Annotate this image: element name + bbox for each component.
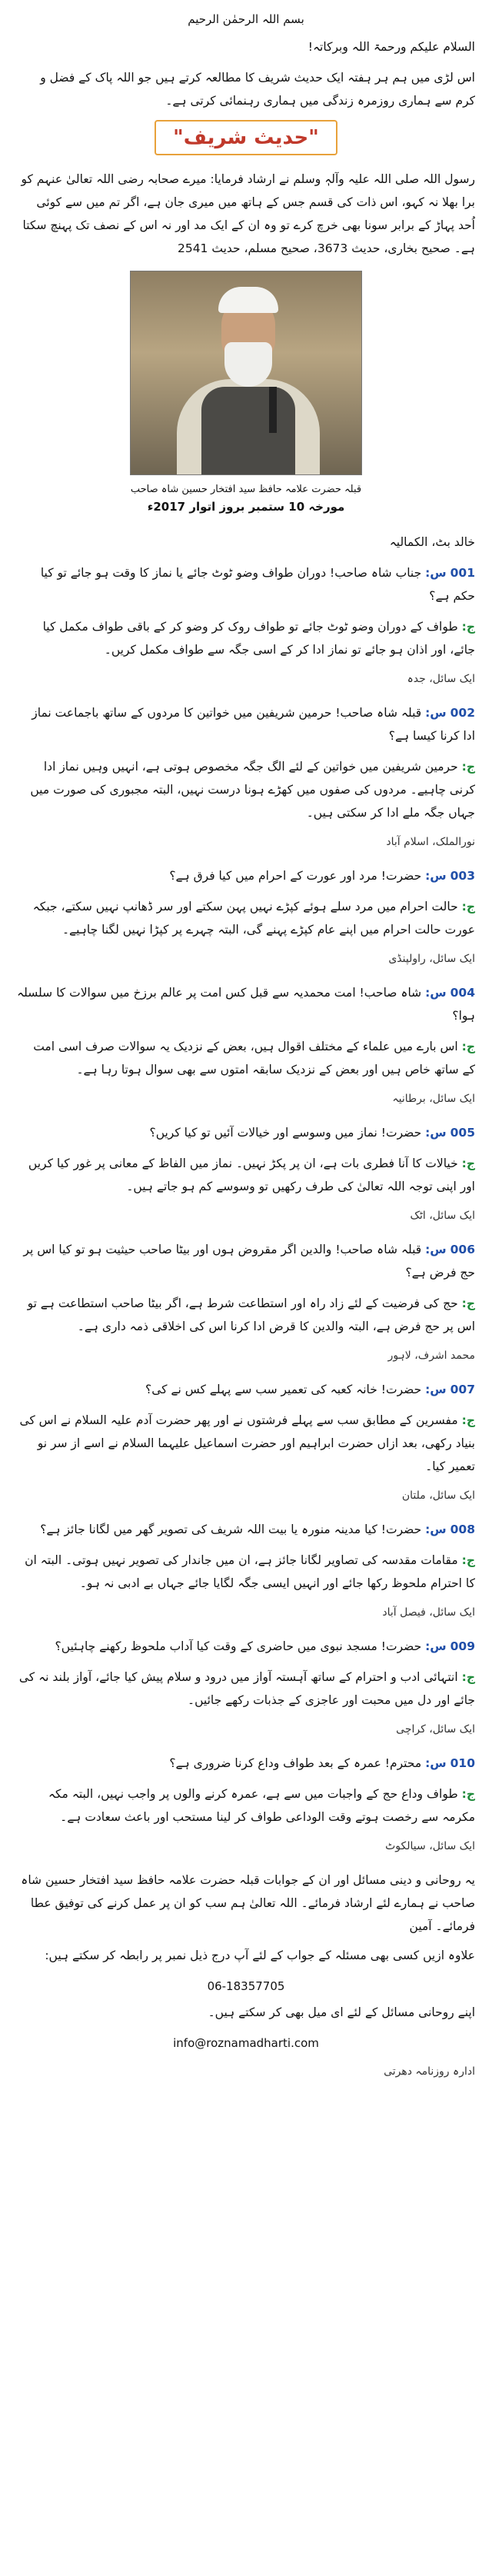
- qa-answer: [17, 1782, 475, 1829]
- qa-number: 010: [450, 1756, 475, 1770]
- qa-answer-text: مفسرین کے مطابق سب سے پہلے فرشتوں نے اور پھر حضرت آدم علیہ السلام نے اس کی بنیاد رکھی، بعد ازاں حضرت ابراہیم اور حضرت اسماعیل علیہما السلام نے اسے از سر نو تعمیر کیا۔: [19, 1413, 475, 1473]
- qa-asker: ایک سائل، اٹک: [410, 1210, 475, 1222]
- qa-answer-text: حرمین شریفین میں خواتین کے لئے الگ جگہ مخصوص ہوتی ہے، انہیں وہیں نماز ادا کرنی چاہیے۔ مردوں کی صفوں میں کھڑے ہونا درست نہیں، البتہ مجبوری کی صورت میں جہاں جگہ ملے ادا کر سکتی ہیں۔: [30, 760, 475, 820]
- qa-item: [17, 1635, 475, 1739]
- photo-caption: قبلہ حضرت علامہ حافظ سید افتخار حسین شاہ صاحب: [130, 484, 362, 495]
- qa-question: [17, 561, 475, 607]
- qa-question-label: س:: [425, 986, 447, 1000]
- photo-vest-shape: [201, 387, 295, 475]
- salutation: خالد بٹ، الکمالیہ: [389, 535, 475, 549]
- qa-answer: [17, 615, 475, 661]
- qa-item: [17, 1238, 475, 1366]
- email-note: اپنے روحانی مسائل کے لئے ای میل بھی کر سکتے ہیں۔: [208, 2005, 475, 2019]
- qa-question: [17, 1518, 475, 1541]
- qa-number: 006: [450, 1243, 475, 1256]
- qa-asker: ایک سائل، کراچی: [396, 1723, 475, 1736]
- qa-item: [17, 1518, 475, 1622]
- qa-number: 004: [450, 986, 475, 1000]
- contact-intro: علاوہ ازیں کسی بھی مسئلہ کے جواب کے لئے آپ درج ذیل نمبر پر رابطہ کر سکتے ہیں:: [45, 1949, 475, 1962]
- qa-answer-text: خیالات کا آنا فطری بات ہے، ان پر پکڑ نہیں۔ نماز میں الفاظ کے معانی پر غور کیا کریں اور اپنی توجہ اللہ تعالیٰ کی طرف رکھیں تو وسوسے کم ہو جاتے ہیں۔: [28, 1157, 475, 1193]
- qa-asker: ایک سائل، ملتان: [401, 1489, 475, 1502]
- qa-question-label: س:: [425, 1639, 447, 1653]
- qa-item: [17, 864, 475, 969]
- qa-asker: ایک سائل، سیالکوٹ: [385, 1840, 475, 1852]
- qa-asker: ایک سائل، فیصل آباد: [382, 1606, 475, 1619]
- qa-answer-text: اس بارے میں علماء کے مختلف اقوال ہیں، بعض کے نزدیک یہ سوالات صرف اسی امت کے ساتھ خاص ہیں اور بعض کے نزدیک سابقہ امتوں سے بھی سوال ہوتا رہا ہے۔: [33, 1040, 475, 1077]
- qa-number: 005: [450, 1126, 475, 1140]
- qa-answer-text: حالت احرام میں مرد سلے ہوئے کپڑے نہیں پہن سکتے اور سر ڈھانپ نہیں سکتے، جبکہ عورت حالت احرام میں اپنے عام کپڑے پہنے گی، البتہ چہرے پر کپڑا نہیں لگنا چاہیے۔: [32, 900, 475, 937]
- qa-number: 007: [450, 1383, 475, 1396]
- qa-question-label: س:: [425, 706, 447, 720]
- qa-item: [17, 561, 475, 689]
- qa-answer: [17, 1035, 475, 1081]
- scholar-photo: [130, 271, 362, 475]
- qa-question: [17, 1752, 475, 1775]
- qa-answer-label: ج:: [461, 1553, 475, 1567]
- qa-number: 008: [450, 1523, 475, 1536]
- qa-number: 002: [450, 706, 475, 720]
- qa-item: [17, 981, 475, 1109]
- qa-question: [17, 1238, 475, 1284]
- qa-number: 009: [450, 1639, 475, 1653]
- qa-question-label: س:: [425, 1126, 447, 1140]
- qa-item: [17, 701, 475, 852]
- qa-answer-label: ج:: [461, 1157, 475, 1170]
- qa-question-text: قبلہ شاہ صاحب! والدین اگر مقروض ہوں اور بیٹا صاحب حیثیت ہو تو کیا اس پر حج فرض ہے؟: [23, 1243, 475, 1280]
- qa-answer-label: ج:: [461, 1040, 475, 1053]
- qa-question-label: س:: [425, 566, 447, 580]
- qa-answer-text: حج کی فرضیت کے لئے زاد راہ اور استطاعت شرط ہے، اگر بیٹا صاحب استطاعت ہے تو اس پر حج فرض ہے، البتہ والدین کا قرض ادا کرنا اس کی اخلاقی ذمہ داری ہے۔: [27, 1296, 475, 1333]
- qa-item: [17, 1121, 475, 1226]
- qa-answer-label: ج:: [461, 900, 475, 914]
- qa-answer: [17, 1409, 475, 1478]
- qa-question: [17, 981, 475, 1027]
- qa-question-text: شاہ صاحب! امت محمدیہ سے قبل کس امت پر عالم برزخ میں سوالات کا سلسلہ ہوا؟: [17, 986, 475, 1023]
- hadith-text: رسول اللہ صلی اللہ علیہ وآلہٖ وسلم نے ارشاد فرمایا: میرے صحابہ رضی اللہ تعالیٰ عنہم کو برا بھلا نہ کہو، اس ذات کی قسم جس کے ہاتھ میں میری جان ہے، اگر تم میں سے کوئی اُحد پہاڑ کے برابر سونا بھی خرچ کرے تو وہ ان کے ایک مد اور نہ اس کے نصف تک پہنچ سکتا ہے۔ صحیح بخاری، حدیث 3673، صحیح مسلم، حدیث 2541: [21, 172, 475, 255]
- qa-asker: ایک سائل، راولپنڈی: [388, 953, 475, 965]
- qa-list: [17, 561, 475, 1856]
- qa-answer: [17, 1152, 475, 1198]
- qa-number: 003: [450, 869, 475, 883]
- qa-question-text: جناب شاہ صاحب! دوران طواف وضو ٹوٹ جائے یا نماز کا وقت ہو جائے تو کیا حکم ہے؟: [40, 566, 475, 603]
- qa-answer-text: طواف وداع حج کے واجبات میں سے ہے، عمرہ کرنے والوں پر واجب نہیں، البتہ مکہ مکرمہ سے رخصت ہوتے وقت الوداعی طواف کر لینا مستحب اور باعث سعادت ہے۔: [48, 1787, 475, 1824]
- qa-item: [17, 1378, 475, 1506]
- qa-question-text: حضرت! مرد اور عورت کے احرام میں کیا فرق ہے؟: [169, 869, 422, 883]
- closing-text: یہ روحانی و دینی مسائل اور ان کے جوابات قبلہ حضرت علامہ حافظ سید افتخار حسین شاہ صاحب نے ہمارے لئے ارشاد فرمائے۔ اللہ تعالیٰ ہم سب کو ان پر عمل کرنے کی توفیق عطا فرمائے۔ آمین: [21, 1873, 475, 1933]
- qa-answer: [17, 1666, 475, 1712]
- qa-question: [17, 1635, 475, 1658]
- qa-answer: [17, 895, 475, 941]
- qa-asker: ایک سائل، جدہ: [407, 673, 475, 685]
- qa-question: [17, 1121, 475, 1144]
- qa-answer-text: انتہائی ادب و احترام کے ساتھ آہستہ آواز میں درود و سلام پیش کیا جائے، آواز بلند نہ کی جائے اور دل میں محبت اور عاجزی کے جذبات رکھے جائیں۔: [18, 1670, 475, 1707]
- page-title: "حدیث شریف": [155, 120, 337, 155]
- qa-answer-text: طواف کے دوران وضو ٹوٹ جائے تو طواف روک کر وضو کر کے باقی طواف مکمل کیا جائے، اور اذان ہو جائے تو نماز ادا کر کے اسی جگہ سے طواف مکمل کریں۔: [42, 620, 475, 657]
- bismillah: بسم اللہ الرحمٰن الرحیم: [188, 12, 304, 26]
- qa-answer-text: مقامات مقدسہ کی تصاویر لگانا جائز ہے، ان میں جاندار کی تصویر نہیں ہوتی۔ البتہ ان کا احترام ملحوظ رکھا جائے اور انہیں ایسی جگہ لگایا جائے جہاں بے ادبی نہ ہو۔: [25, 1553, 475, 1590]
- qa-answer-label: ج:: [461, 1413, 475, 1427]
- intro-text: اس لڑی میں ہم ہر ہفتہ ایک حدیث شریف کا مطالعہ کرتے ہیں جو اللہ پاک کے فضل و کرم سے ہماری روزمرہ زندگی میں ہماری رہنمائی کرتی ہے۔: [40, 71, 475, 108]
- qa-asker: محمد اشرف، لاہور: [387, 1350, 475, 1362]
- qa-asker: ایک سائل، برطانیہ: [392, 1093, 475, 1105]
- qa-number: 001: [450, 566, 475, 580]
- qa-answer-label: ج:: [461, 1670, 475, 1684]
- qa-answer: [17, 1292, 475, 1338]
- footer-publisher: ادارہ روزنامہ دھرتی: [384, 2065, 475, 2078]
- qa-question: [17, 701, 475, 747]
- qa-question-label: س:: [425, 1383, 447, 1396]
- qa-question-text: قبلہ شاہ صاحب! حرمین شریفین میں خواتین کا مردوں کے ساتھ باجماعت نماز ادا کرنا کیسا ہے؟: [32, 706, 475, 743]
- contact-email[interactable]: info@roznamadharti.com: [173, 2036, 319, 2050]
- photo-mic-shape: [269, 387, 277, 433]
- qa-asker: نورالملک، اسلام آباد: [386, 836, 475, 848]
- qa-question-label: س:: [425, 1243, 447, 1256]
- photo-cap-shape: [218, 287, 278, 313]
- qa-answer: [17, 755, 475, 824]
- qa-question-text: حضرت! نماز میں وسوسے اور خیالات آئیں تو کیا کریں؟: [149, 1126, 422, 1140]
- qa-question-label: س:: [425, 869, 447, 883]
- qa-question: [17, 864, 475, 887]
- qa-answer-label: ج:: [461, 1787, 475, 1801]
- qa-item: [17, 1752, 475, 1856]
- qa-question-text: حضرت! کیا مدینہ منورہ یا بیت اللہ شریف کی تصویر گھر میں لگانا جائز ہے؟: [40, 1523, 422, 1536]
- qa-question-text: حضرت! مسجد نبوی میں حاضری کے وقت کیا آداب ملحوظ رکھنے چاہئیں؟: [55, 1639, 422, 1653]
- qa-question: [17, 1378, 475, 1401]
- title-wrap: [17, 120, 475, 155]
- qa-answer: [17, 1549, 475, 1595]
- qa-answer-label: ج:: [461, 1296, 475, 1310]
- intro-greeting: السلام علیکم ورحمۃ اللہ وبرکاتہ!: [308, 40, 475, 54]
- qa-answer-label: ج:: [461, 620, 475, 634]
- qa-question-text: محترم! عمرہ کے بعد طواف وداع کرنا ضروری ہے؟: [169, 1756, 422, 1770]
- qa-question-label: س:: [425, 1523, 447, 1536]
- qa-question-label: س:: [425, 1756, 447, 1770]
- contact-phone: 06-18357705: [207, 1979, 285, 1993]
- photo-date: مورخہ 10 ستمبر بروز اتوار 2017ء: [147, 500, 345, 514]
- qa-answer-label: ج:: [461, 760, 475, 774]
- qa-question-text: حضرت! خانہ کعبہ کی تعمیر سب سے پہلے کس نے کی؟: [145, 1383, 422, 1396]
